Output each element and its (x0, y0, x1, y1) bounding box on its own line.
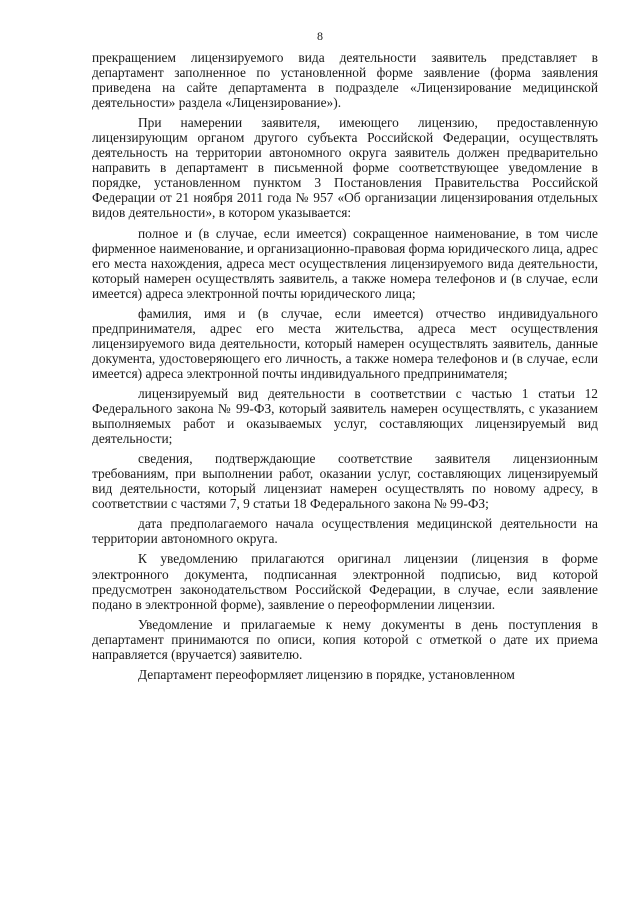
paragraph-1: прекращением лицензируемого вида деятельности заявитель представляет в департамент заполненное по установленной форме заявление (форма заявления приведена на сайте департамента в подразделе «Лицензирование медицинской деятельности» раздела «Лицензирование»). (92, 50, 598, 111)
paragraph-6: сведения, подтверждающие соответствие заявителя лицензионным требованиям, при выполнении работ, оказании услуг, составляющих лицензируемый вид деятельности, который лицензиат намерен осуществлять по новому адресу, в соответствии с частями 7, 9 статьи 18 Федерального закона № 99-ФЗ; (92, 451, 598, 512)
paragraph-5: лицензируемый вид деятельности в соответствии с частью 1 статьи 12 Федерального закона № 99-ФЗ, который заявитель намерен осуществлять, с указанием выполняемых работ и оказываемых услуг, составляющих лицензируемый вид деятельности; (92, 385, 598, 447)
paragraph-7: дата предполагаемого начала осуществления медицинской деятельности на территории автономного округа. (92, 516, 598, 547)
paragraph-4: фамилия, имя и (в случае, если имеется) отчество индивидуального предпринимателя, адрес его места жительства, адреса мест осуществления лицензируемого вида деятельности, который намерен осуществлять заявитель, данные документа, удостоверяющего его личность, а также номера телефонов и (в случае, если имеется) адреса электронной почты индивидуального предпринимателя; (92, 305, 598, 381)
paragraph-9: Уведомление и прилагаемые к нему документы в день поступления в департамент принимаются по описи, копия которой с отметкой о дате их приема направляется (вручается) заявителю. (92, 616, 598, 662)
paragraph-8: К уведомлению прилагаются оригинал лицензии (лицензия в форме электронного документа, подписанная электронной подписью, вид которой предусмотрен законодательством Российской Федерации, в случае, если заявление подано в электронной форме), заявление о переоформлении лицензии. (92, 551, 598, 612)
document-body (92, 50, 598, 682)
page-number: 8 (317, 29, 323, 43)
paragraph-3: полное и (в случае, если имеется) сокращенное наименование, в том числе фирменное наименование, и организационно-правовая форма юридического лица, адрес его места нахождения, адреса мест осуществления лицензируемого вида деятельности, который намерен осуществлять заявитель, а также номера телефонов и (в случае, если имеется) адреса электронной почты юридического лица; (92, 225, 598, 301)
paragraph-2: При намерении заявителя, имеющего лицензию, предоставленную лицензирующим органом другого субъекта Российской Федерации, осуществлять деятельность на территории автономного округа заявитель должен предварительно направить в департамент в письменной форме соответствующее уведомление в порядке, установленном пунктом 3 Постановления Правительства Российской Федерации от 21 ноября 2011 года № 957 «Об организации лицензирования отдельных видов деятельности», в котором указывается: (92, 115, 598, 221)
paragraph-10: Департамент переоформляет лицензию в порядке, установленном (138, 666, 515, 682)
